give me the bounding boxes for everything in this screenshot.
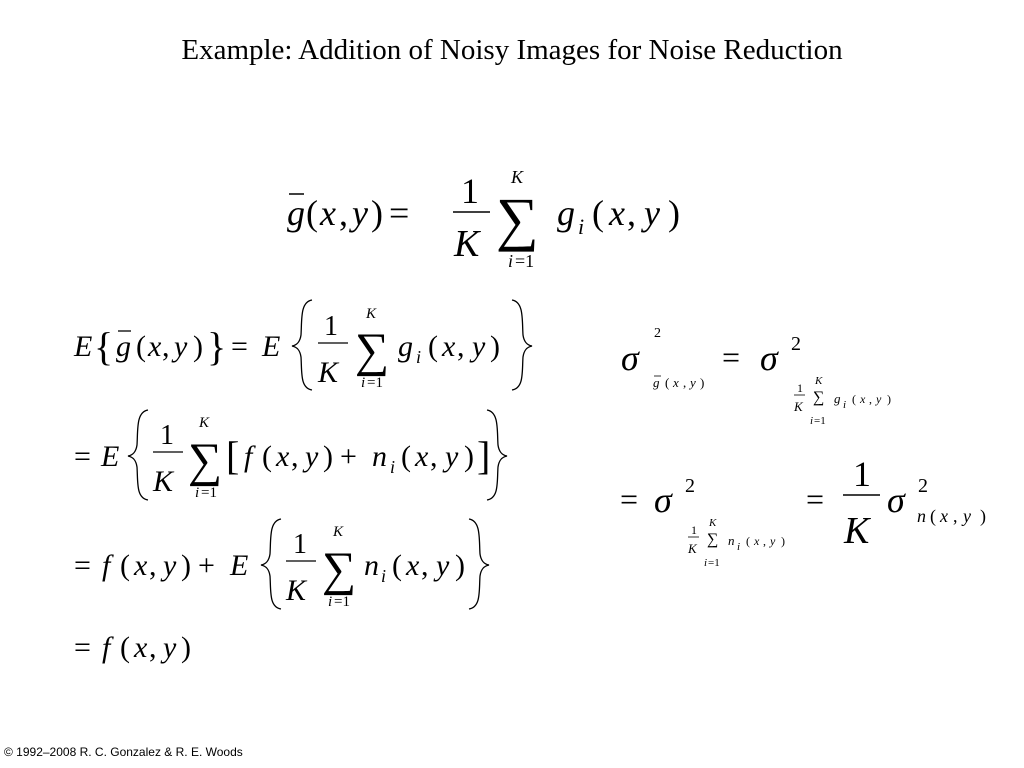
svg-text:): ) (700, 375, 705, 390)
svg-text:2: 2 (654, 326, 661, 341)
svg-text:,: , (162, 330, 170, 363)
svg-text:}: } (207, 324, 227, 369)
svg-text:(: ( (120, 631, 130, 664)
svg-text:,: , (430, 440, 438, 473)
svg-text:(: ( (592, 193, 604, 233)
svg-text:): ) (781, 534, 785, 548)
symbol-g: g (287, 193, 305, 233)
svg-text:E: E (74, 330, 93, 363)
svg-text:i: i (361, 375, 366, 391)
svg-text:(: ( (120, 549, 130, 582)
svg-text:K: K (815, 375, 823, 387)
svg-text:=: = (231, 330, 248, 363)
svg-text:1: 1 (324, 311, 338, 342)
svg-text:2: 2 (685, 475, 695, 497)
svg-text:x: x (860, 392, 866, 406)
svg-text:]: ] (477, 433, 491, 478)
svg-text:i: i (704, 557, 708, 569)
svg-text:x: x (415, 440, 429, 473)
paren: ( (306, 193, 318, 233)
svg-text:(: ( (852, 392, 856, 406)
svg-text:x: x (320, 193, 336, 233)
svg-text:x: x (940, 506, 948, 526)
svg-text:y: y (963, 506, 971, 526)
svg-text:(: ( (262, 440, 272, 473)
svg-text:g: g (834, 391, 841, 406)
svg-text:): ) (980, 506, 986, 526)
svg-text:): ) (464, 440, 474, 473)
svg-text:,: , (457, 330, 465, 363)
svg-text:{: { (94, 324, 114, 369)
svg-text:σ: σ (887, 480, 905, 520)
svg-text:σ: σ (654, 480, 672, 520)
svg-text:K: K (286, 574, 307, 607)
svg-text:,: , (291, 440, 299, 473)
svg-text:i: i (578, 214, 585, 239)
svg-text:(: ( (392, 549, 402, 582)
svg-text:g: g (653, 375, 660, 390)
svg-text:y: y (690, 375, 696, 390)
svg-text:+: + (198, 549, 215, 582)
svg-text:=1: =1 (708, 557, 720, 569)
copyright-notice: © 1992–2008 R. C. Gonzalez & R. E. Woods (4, 745, 243, 759)
svg-text:[: [ (226, 433, 240, 478)
svg-text:=: = (620, 481, 639, 517)
svg-text:,: , (421, 549, 429, 582)
svg-text:): ) (193, 330, 203, 363)
svg-text:K: K (199, 415, 210, 431)
svg-text:+: + (340, 440, 357, 473)
svg-text:∑: ∑ (813, 389, 825, 406)
svg-text:): ) (490, 330, 500, 363)
svg-text:i: i (390, 457, 396, 477)
sum-icon: ∑ (496, 186, 539, 252)
svg-text:i: i (381, 566, 387, 586)
svg-text:K: K (794, 399, 803, 414)
svg-text:1: 1 (461, 171, 479, 211)
svg-text:(: ( (665, 375, 670, 390)
svg-text:x: x (442, 330, 456, 363)
svg-text:E: E (262, 330, 281, 363)
svg-text:=: = (389, 193, 410, 233)
svg-text:,: , (683, 375, 687, 390)
svg-text:): ) (668, 193, 680, 233)
svg-text:g: g (557, 193, 575, 233)
svg-text:K: K (153, 465, 174, 498)
svg-text:n: n (917, 506, 926, 526)
svg-text:y: y (876, 392, 882, 406)
svg-text:,: , (869, 392, 872, 406)
svg-text:∑: ∑ (707, 531, 719, 548)
svg-text:y: y (436, 549, 450, 582)
svg-text:i: i (195, 485, 200, 501)
svg-text:y: y (163, 631, 177, 664)
svg-text:y: y (770, 534, 776, 548)
slide-title: Example: Addition of Noisy Images for Noise Reduction (181, 34, 843, 66)
svg-text:1: 1 (797, 381, 803, 395)
svg-text:x: x (276, 440, 290, 473)
svg-text:2: 2 (791, 333, 801, 355)
svg-text:=: = (74, 549, 91, 582)
svg-text:x: x (134, 549, 148, 582)
svg-text:i: i (416, 347, 422, 367)
svg-text:i: i (328, 594, 333, 610)
svg-text:=: = (722, 339, 741, 375)
svg-text:=1: =1 (367, 375, 383, 391)
svg-text:i: i (737, 541, 741, 553)
svg-text:y: y (445, 440, 459, 473)
svg-text:g: g (398, 330, 413, 363)
svg-text:n: n (364, 549, 379, 582)
svg-text:K: K (688, 541, 697, 556)
svg-text:K: K (366, 306, 377, 322)
svg-text:,: , (149, 631, 157, 664)
svg-text:x: x (406, 549, 420, 582)
svg-text:∑: ∑ (355, 324, 390, 377)
svg-text:E: E (101, 440, 120, 473)
svg-text:): ) (181, 549, 191, 582)
svg-text:f: f (244, 440, 253, 473)
svg-text:y: y (305, 440, 319, 473)
svg-text:n: n (728, 533, 735, 548)
svg-text:(: ( (428, 330, 438, 363)
svg-text:E: E (230, 549, 249, 582)
svg-text:=1: =1 (334, 594, 350, 610)
svg-text:1: 1 (853, 454, 871, 494)
svg-text:): ) (455, 549, 465, 582)
svg-text:K: K (844, 510, 870, 552)
svg-text:y: y (352, 193, 368, 233)
svg-text:,: , (627, 193, 636, 233)
svg-text:y: y (644, 193, 660, 233)
svg-text:∑: ∑ (188, 434, 223, 487)
svg-text:K: K (511, 167, 524, 187)
svg-text:K: K (318, 356, 339, 389)
svg-text:): ) (181, 631, 191, 664)
svg-text:=: = (806, 481, 825, 517)
svg-text:): ) (323, 440, 333, 473)
svg-text:σ: σ (621, 338, 639, 378)
svg-text:i: i (810, 415, 814, 427)
svg-text:): ) (371, 193, 383, 233)
svg-text:,: , (149, 549, 157, 582)
svg-text:(: ( (136, 330, 146, 363)
svg-text:y: y (163, 549, 177, 582)
svg-text:1: 1 (691, 523, 697, 537)
svg-text:x: x (134, 631, 148, 664)
svg-text:y: y (472, 330, 486, 363)
svg-text:1: 1 (293, 529, 307, 560)
svg-text:∑: ∑ (322, 543, 357, 596)
svg-text:1: 1 (160, 420, 174, 451)
svg-text:=: = (74, 631, 91, 664)
svg-text:f: f (102, 631, 111, 664)
svg-text:σ: σ (760, 338, 778, 378)
svg-text:,: , (763, 534, 766, 548)
svg-text:,: , (339, 193, 348, 233)
svg-text:,: , (953, 506, 958, 526)
svg-text:(: ( (746, 534, 750, 548)
svg-text:=1: =1 (515, 251, 535, 271)
svg-text:i: i (843, 399, 847, 411)
svg-text:=1: =1 (201, 485, 217, 501)
svg-text:x: x (673, 375, 679, 390)
svg-text:K: K (709, 517, 717, 529)
svg-text:K: K (333, 524, 344, 540)
svg-text:(: ( (401, 440, 411, 473)
svg-text:): ) (887, 392, 891, 406)
svg-text:x: x (609, 193, 625, 233)
svg-text:=1: =1 (814, 415, 826, 427)
svg-text:(: ( (930, 506, 936, 526)
svg-text:f: f (102, 549, 111, 582)
svg-text:g: g (116, 330, 131, 363)
svg-text:x: x (148, 330, 162, 363)
svg-text:=: = (74, 440, 91, 473)
svg-text:2: 2 (918, 475, 928, 497)
svg-text:y: y (174, 330, 188, 363)
svg-text:K: K (454, 223, 480, 265)
svg-text:n: n (372, 440, 387, 473)
svg-text:i: i (508, 251, 514, 271)
svg-text:x: x (754, 534, 760, 548)
